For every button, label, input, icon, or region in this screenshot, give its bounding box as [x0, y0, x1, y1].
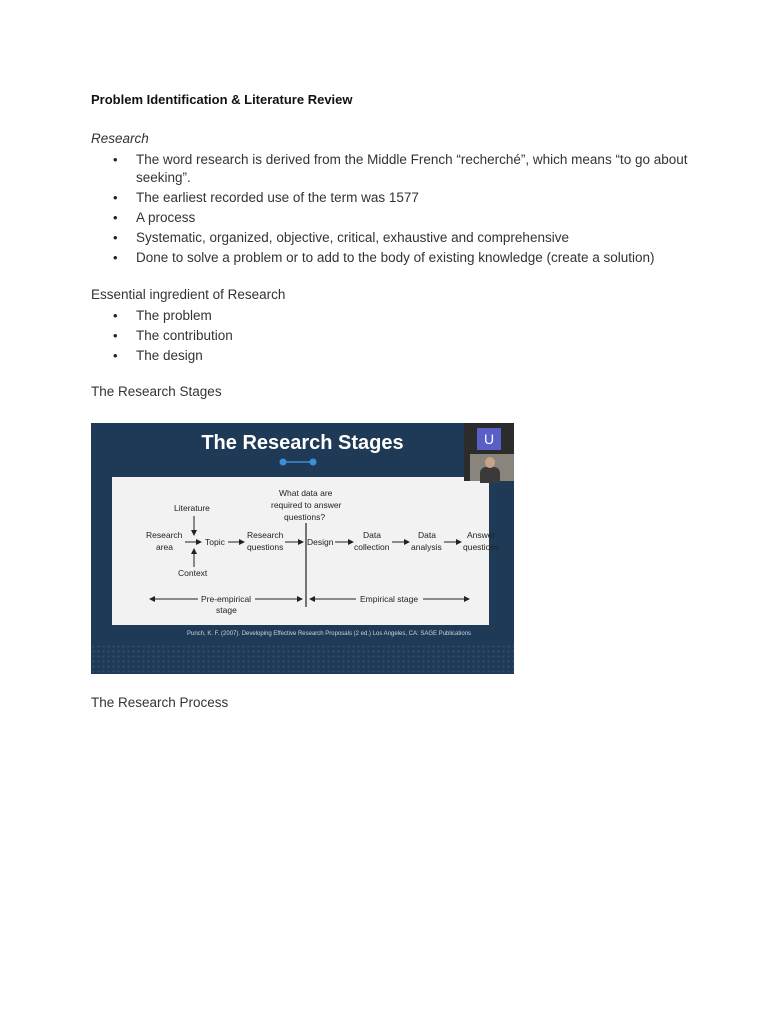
- list-item: • Done to solve a problem or to add to the body of existing knowledge (create a solution): [91, 249, 691, 267]
- context-label: Context: [178, 568, 208, 578]
- research-questions-label: Research: [247, 530, 284, 540]
- list-item: • The word research is derived from the Middle French “recherché”, which means “to go about seeking”.: [91, 151, 691, 187]
- list-item: • A process: [91, 209, 691, 227]
- ingredients-heading: Essential ingredient of Research: [91, 287, 286, 302]
- pre-empirical-label: Pre-empirical: [201, 594, 252, 604]
- participant-avatar: U: [477, 428, 501, 450]
- stages-heading: The Research Stages: [91, 384, 222, 399]
- slide-connector-icon: [279, 458, 317, 466]
- data-analysis-label: Data: [418, 530, 436, 540]
- slide-title: The Research Stages: [201, 432, 404, 454]
- ingredients-list: [91, 307, 691, 367]
- empirical-label: Empirical stage: [360, 594, 419, 604]
- what-data-label: What data are: [279, 488, 333, 498]
- list-item: • The design: [91, 347, 691, 365]
- answer-questions-label: Answer: [467, 530, 496, 540]
- participant-tile: [464, 423, 514, 481]
- literature-label: Literature: [174, 503, 210, 513]
- participant-video-thumbnail: [470, 454, 514, 481]
- slide-citation: Punch, K. F. (2007). Developing Effective Research Proposals (2 ed.) Los Angeles, CA: SAGE Publications: [187, 631, 472, 637]
- list-item: • The earliest recorded use of the term was 1577: [91, 189, 691, 207]
- research-area-label: Research: [146, 530, 183, 540]
- page-title: Problem Identification & Literature Review: [91, 92, 353, 107]
- research-area-label: area: [156, 542, 174, 552]
- answer-questions-label: questions: [463, 542, 500, 552]
- what-data-label: required to answer: [271, 500, 342, 510]
- slide-dot-pattern: [91, 644, 514, 674]
- research-list: [91, 151, 691, 269]
- topic-label: Topic: [205, 537, 225, 547]
- research-questions-label: questions: [247, 542, 284, 552]
- process-heading: The Research Process: [91, 695, 229, 710]
- design-label: Design: [307, 537, 334, 547]
- list-item: • The problem: [91, 307, 691, 325]
- data-collection-label: collection: [354, 542, 390, 552]
- list-item: • The contribution: [91, 327, 691, 345]
- data-analysis-label: analysis: [411, 542, 442, 552]
- data-collection-label: Data: [363, 530, 381, 540]
- what-data-label: questions?: [284, 512, 326, 522]
- list-item: • Systematic, organized, objective, critical, exhaustive and comprehensive: [91, 229, 691, 247]
- research-stages-diagram: [112, 477, 500, 625]
- research-heading: Research: [91, 131, 149, 146]
- diagram-panel: [112, 477, 500, 625]
- pre-empirical-label: stage: [216, 605, 237, 615]
- research-stages-slide-image: [91, 423, 514, 674]
